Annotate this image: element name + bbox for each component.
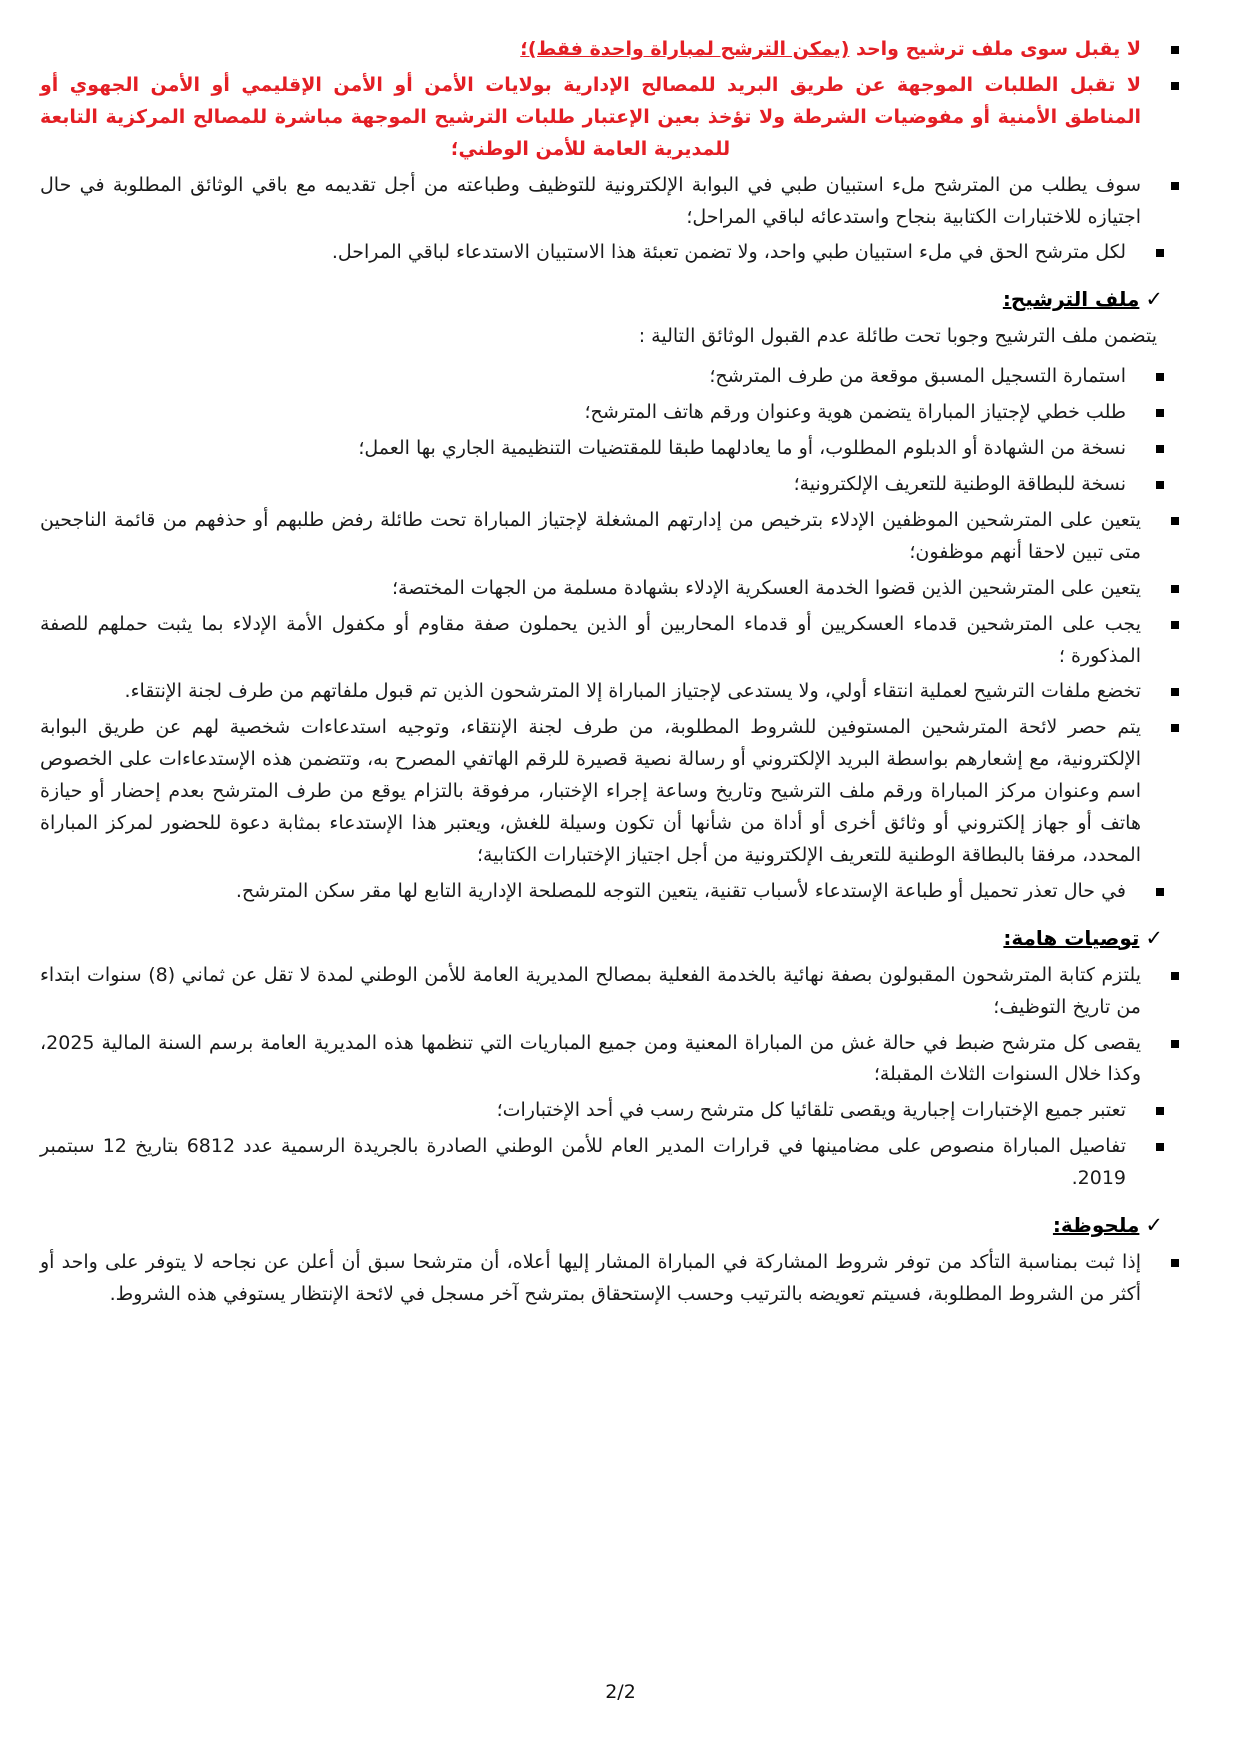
square-bullet-icon	[1156, 373, 1164, 381]
square-bullet-icon	[1156, 409, 1164, 417]
list-item	[40, 960, 1181, 1024]
list-item-text: تفاصيل المباراة منصوص على مضامينها في قرارات المدير العام للأمن الوطني الصادرة بالجريدة الرسمية عدد 6812 بتاريخ 12 سبتمبر 2019.	[40, 1135, 1126, 1190]
square-bullet-icon	[1171, 82, 1179, 90]
list-item	[40, 1247, 1181, 1311]
list-item-text: يقصى كل مترشح ضبط في حالة غش من المباراة المعنية ومن جميع المباريات التي تنظمها هذه المديرية العامة برسم السنة المالية 2025، وكذا خلال السنوات الثلاث المقبلة؛	[40, 1031, 1141, 1086]
page-number: 2/2	[605, 1681, 636, 1703]
list-item	[40, 433, 1166, 465]
list-item-text: لكل مترشح الحق في ملء استبيان طبي واحد، ولا تضمن تعبئة هذا الاستبيان الاستدعاء لباقي المراحل.	[331, 241, 1126, 264]
list-item	[40, 397, 1166, 429]
list-item	[40, 505, 1181, 569]
square-bullet-icon	[1171, 182, 1179, 190]
intro-paragraph: يتضمن ملف الترشيح وجوبا تحت طائلة عدم القبول الوثائق التالية :	[638, 325, 1157, 348]
checkmark-icon: ✓	[1145, 1213, 1163, 1238]
list-item-text: نسخة من الشهادة أو الدبلوم المطلوب، أو ما يعادلهما طبقا للمقتضيات التنظيمية الجاري بها العمل؛	[358, 437, 1126, 460]
square-bullet-icon	[1156, 249, 1164, 257]
list-item	[40, 876, 1166, 908]
list-item-text: تعتبر جميع الإختبارات إجبارية ويقصى تلقائيا كل مترشح رسب في أحد الإختبارات؛	[496, 1099, 1126, 1122]
square-bullet-icon	[1156, 481, 1164, 489]
square-bullet-icon	[1171, 46, 1179, 54]
square-bullet-icon	[1171, 972, 1179, 980]
list-item	[40, 170, 1181, 234]
plain-text: لا يقبل سوى ملف ترشيح واحد	[849, 38, 1141, 60]
square-bullet-icon	[1171, 724, 1179, 732]
checkmark-icon: ✓	[1145, 925, 1163, 950]
list-item-text: يتعين على المترشحين الذين قضوا الخدمة العسكرية الإدلاء بشهادة مسلمة من الجهات المختصة؛	[391, 576, 1141, 599]
list-item-text: يتعين على المترشحين الموظفين الإدلاء بترخيص من إدارتهم المشغلة لإجتياز المباراة تحت طائلة رفض طلبهم أو حذفهم من قائمة الناجحين متى تبين لاحقا أنهم موظفون؛	[40, 508, 1141, 563]
section-title: ملحوظة:	[1052, 1213, 1140, 1238]
section-header	[40, 926, 1181, 950]
square-bullet-icon	[1156, 1143, 1164, 1151]
list-item-text: لا تقبل الطلبات الموجهة عن طريق البريد للمصالح الإدارية بولايات الأمن أو الأمن الإقليمي أو الأمن الجهوي أو المناطق الأمنية أو مفوضيات الشرطة ولا تؤخذ بعين الإعتبار طلبات الترشيح الموجهة مباشرة للمصالح المركزية التابعة للمديرية العامة للأمن الوطني؛	[40, 73, 1141, 160]
list-item	[40, 70, 1181, 166]
list-item-text: يجب على المترشحين قدماء العسكريين أو قدماء المحاربين أو الذين يحملون صفة مقاوم أو مكفول الأمة الإدلاء بما يثبت حملهم للصفة المذكورة ؛	[40, 612, 1141, 667]
list-item	[40, 573, 1181, 605]
list-item-text: إذا ثبت بمناسبة التأكد من توفر شروط المشاركة في المباراة المشار إليها أعلاه، أن مترشحا سبق أن أعلن عن نجاحه لا يتوفر على واحد أو أكثر من الشروط المطلوبة، فسيتم تعويضه بالترتيب وحسب الإستحقاق بمترشح آخر مسجل في لائحة الإنتظار يستوفي هذه الشروط.	[40, 1251, 1141, 1305]
list-item	[40, 1028, 1181, 1092]
list-item	[40, 609, 1181, 673]
list-item	[40, 1095, 1166, 1127]
list-item-text: يلتزم كتابة المترشحون المقبولون بصفة نهائية بالخدمة الفعلية بمصالح المديرية العامة للأمن الوطني لمدة لا تقل عن ثماني (8) سنوات ابتداء من تاريخ التوظيف؛	[40, 963, 1141, 1018]
list-item-text: تخضع ملفات الترشيح لعملية انتقاء أولي، ولا يستدعى لإجتياز المباراة إلا المترشحون الذين تم قبول ملفاتهم من طرف لجنة الإنتقاء.	[124, 680, 1141, 703]
checkmark-icon: ✓	[1145, 287, 1163, 312]
square-bullet-icon	[1156, 888, 1164, 896]
section-title: توصيات هامة:	[1003, 925, 1140, 950]
square-bullet-icon	[1171, 1259, 1179, 1267]
list-item	[40, 361, 1166, 393]
list-item	[40, 1131, 1166, 1195]
square-bullet-icon	[1171, 621, 1179, 629]
list-item	[40, 34, 1181, 66]
list-item-text: يتم حصر لائحة المترشحين المستوفين للشروط المطلوبة، من طرف لجنة الإنتقاء، وتوجيه استدعاءات شخصية لهم عن طريق البوابة الإلكترونية، مع إشعارهم بواسطة البريد الإلكتروني أو رسالة نصية قصيرة للرقم الهاتفي المصرح به، وتتضمن هذه الإستدعاءات على الخصوص اسم وعنوان مركز المباراة ورقم ملف الترشيح وتاريخ وساعة إجراء الإختبار، مرفوقة بالتزام يوقع من طرف المترشح بعدم إحضار أو حيازة هاتف أو جهاز إلكتروني أو وثائق أخرى أو أداة من شأنها أن تكون وسيلة للغش، ويعتبر هذا الإستدعاء بمثابة دعوة للحضور لمركز المباراة المحدد، مرفقا بالبطاقة الوطنية للتعريف الإلكترونية من أجل اجتياز الإختبارات الكتابية؛	[40, 716, 1141, 866]
list-item-text: استمارة التسجيل المسبق موقعة من طرف المترشح؛	[709, 365, 1126, 388]
document-body	[40, 34, 1181, 1315]
section-title: ملف الترشيح:	[1002, 287, 1140, 312]
list-item	[40, 469, 1166, 501]
list-item-text: في حال تعذر تحميل أو طباعة الإستدعاء لأسباب تقنية، يتعين التوجه للمصلحة الإدارية التابع لها مقر سكن المترشح.	[235, 879, 1126, 902]
square-bullet-icon	[1171, 517, 1179, 525]
square-bullet-icon	[1156, 1107, 1164, 1115]
section-header	[40, 287, 1181, 311]
square-bullet-icon	[1156, 445, 1164, 453]
list-item-text: سوف يطلب من المترشح ملء استبيان طبي في البوابة الإلكترونية للتوظيف وطباعته من أجل تقديمه مع باقي الوثائق المطلوبة في حال اجتيازه للاختبارات الكتابية بنجاح واستدعائه لباقي المراحل؛	[40, 173, 1141, 228]
square-bullet-icon	[1171, 1040, 1179, 1048]
list-item	[40, 712, 1181, 872]
list-item-text: طلب خطي لإجتياز المباراة يتضمن هوية وعنوان ورقم هاتف المترشح؛	[584, 401, 1126, 424]
list-item-text	[520, 38, 1141, 60]
list-item	[40, 676, 1181, 708]
underlined-text: (يمكن الترشح لمباراة واحدة فقط)؛	[520, 38, 850, 60]
square-bullet-icon	[1171, 585, 1179, 593]
square-bullet-icon	[1171, 688, 1179, 696]
list-item-text: نسخة للبطاقة الوطنية للتعريف الإلكترونية؛	[793, 472, 1126, 495]
section-header	[40, 1213, 1181, 1237]
list-item	[40, 237, 1166, 269]
